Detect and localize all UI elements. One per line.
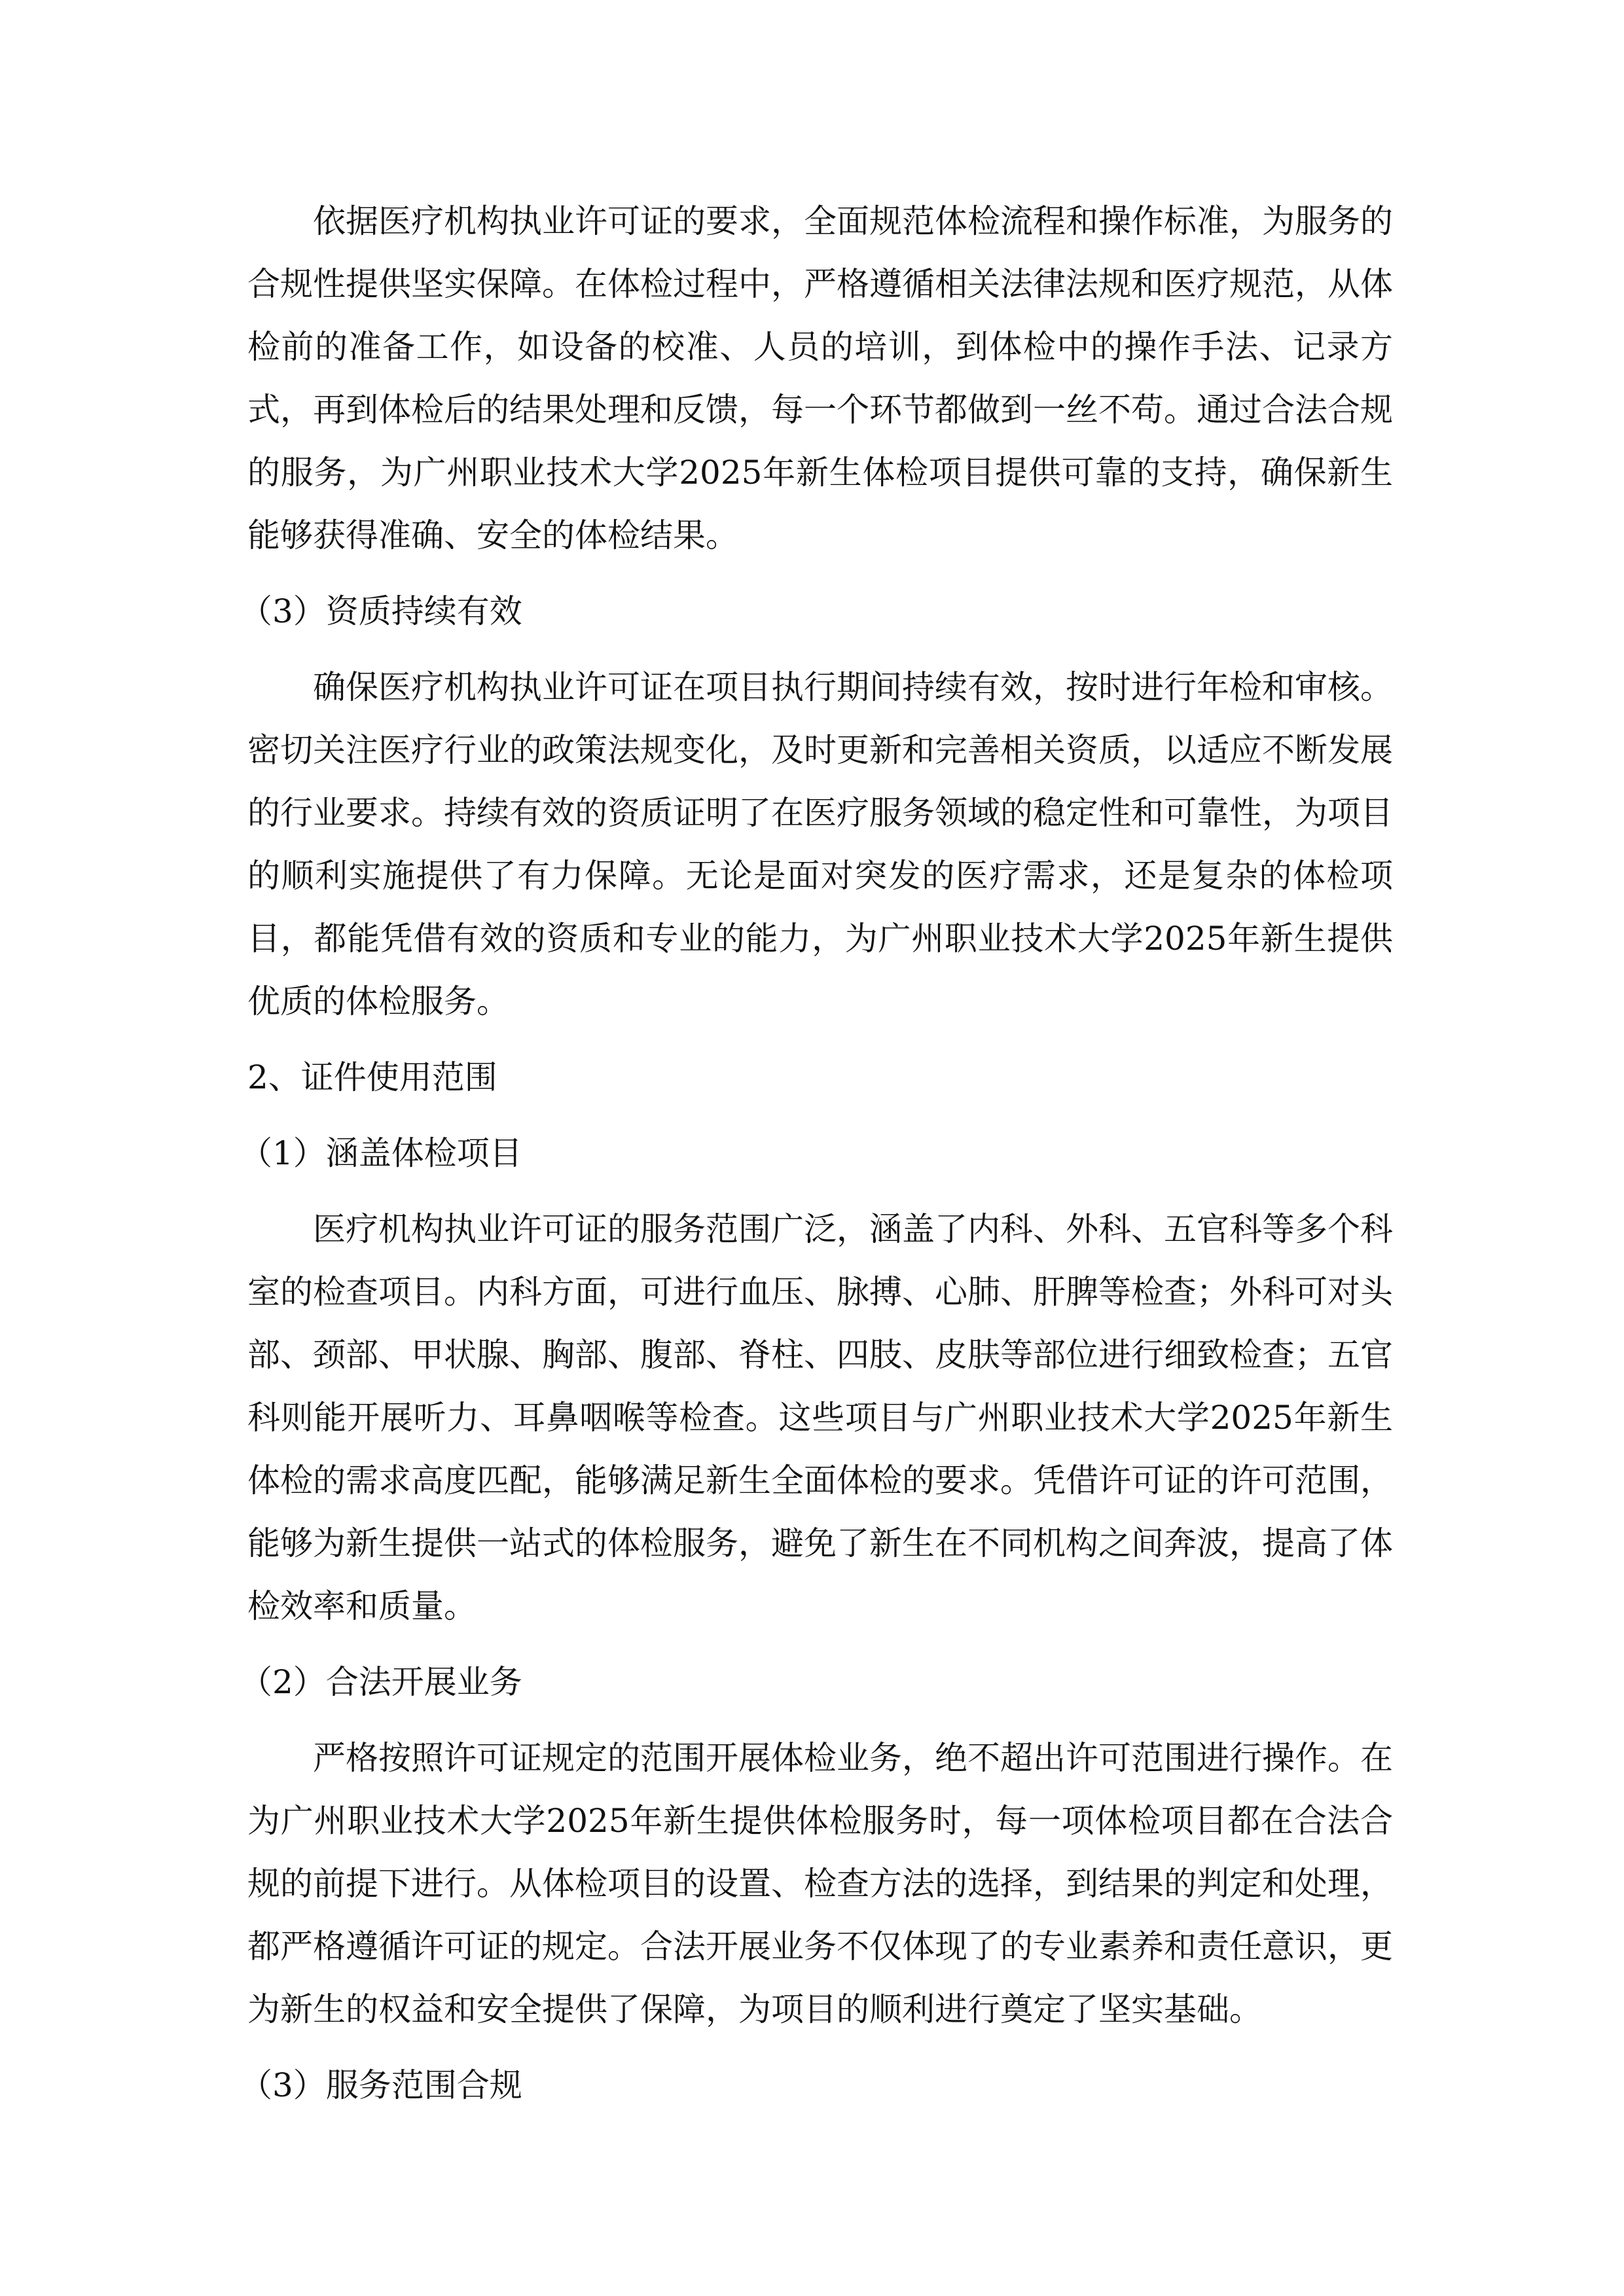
paragraph-covered-items: 医疗机构执业许可证的服务范围广泛，涵盖了内科、外科、五官科等多个科室的检查项目。内科方面，可进行血压、脉搏、心肺、肝脾等检查；外科可对头部、颈部、甲状腺、胸部、腹部、脊柱、四肢、皮肤等部位进行细致检查；五官科则能开展听力、耳鼻咽喉等检查。这些项目与广州职业技术大学2025年新生体检的需求高度匹配，能够满足新生全面体检的要求。凭借许可证的许可范围，能够为新生提供一站式的体检服务，避免了新生在不同机构之间奔波，提高了体检效率和质量。 bbox=[247, 1210, 1393, 1625]
subheading-service-scope-compliance: （3）服务范围合规 bbox=[240, 2066, 522, 2104]
paragraph-qualification-validity: 确保医疗机构执业许可证在项目执行期间持续有效，按时进行年检和审核。密切关注医疗行业的政策法规变化，及时更新和完善相关资质，以适应不断发展的行业要求。持续有效的资质证明了在医疗服务领域的稳定性和可靠性，为项目的顺利实施提供了有力保障。无论是面对突发的医疗需求，还是复杂的体检项目，都能凭借有效的资质和专业的能力，为广州职业技术大学2025年新生提供优质的体检服务。 bbox=[247, 668, 1393, 1020]
document-body bbox=[240, 190, 1393, 2130]
section-heading-license-scope: 2、证件使用范围 bbox=[247, 1058, 497, 1096]
subheading-legal-operation: （2）合法开展业务 bbox=[240, 1663, 522, 1701]
subheading-covered-items: （1）涵盖体检项目 bbox=[240, 1134, 522, 1172]
subheading-qualification-validity: （3）资质持续有效 bbox=[240, 592, 522, 630]
paragraph-compliance: 依据医疗机构执业许可证的要求，全面规范体检流程和操作标准，为服务的合规性提供坚实保障。在体检过程中，严格遵循相关法律法规和医疗规范，从体检前的准备工作，如设备的校准、人员的培训，到体检中的操作手法、记录方式，再到体检后的结果处理和反馈，每一个环节都做到一丝不苟。通过合法合规的服务，为广州职业技术大学2025年新生体检项目提供可靠的支持，确保新生能够获得准确、安全的体检结果。 bbox=[247, 202, 1393, 554]
paragraph-legal-operation: 严格按照许可证规定的范围开展体检业务，绝不超出许可范围进行操作。在为广州职业技术大学2025年新生提供体检服务时，每一项体检项目都在合法合规的前提下进行。从体检项目的设置、检查方法的选择，到结果的判定和处理，都严格遵循许可证的规定。合法开展业务不仅体现了的专业素养和责任意识，更为新生的权益和安全提供了保障，为项目的顺利进行奠定了坚实基础。 bbox=[247, 1739, 1393, 2028]
